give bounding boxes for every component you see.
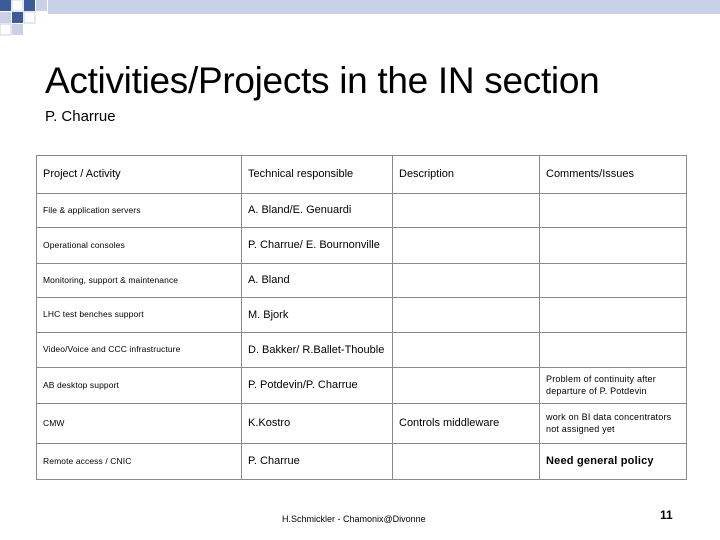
cell-description bbox=[393, 228, 540, 264]
cell-comments: work on BI data concentrators not assigned yet bbox=[540, 404, 687, 444]
table-row bbox=[37, 333, 687, 368]
cell-description bbox=[393, 264, 540, 298]
cell-comments: Need general policy bbox=[540, 444, 687, 480]
table-row bbox=[37, 404, 687, 444]
cell-responsible: A. Bland/E. Genuardi bbox=[242, 194, 393, 228]
header-description: Description bbox=[393, 156, 540, 194]
cell-comments bbox=[540, 228, 687, 264]
cell-description bbox=[393, 194, 540, 228]
cell-project: Video/Voice and CCC infrastructure bbox=[37, 333, 242, 368]
cell-project: AB desktop support bbox=[37, 368, 242, 404]
cell-description bbox=[393, 333, 540, 368]
cell-description bbox=[393, 444, 540, 480]
cell-comments bbox=[540, 333, 687, 368]
cell-project: Monitoring, support & maintenance bbox=[37, 264, 242, 298]
table-row bbox=[37, 444, 687, 480]
cell-project: LHC test benches support bbox=[37, 298, 242, 333]
cell-project: File & application servers bbox=[37, 194, 242, 228]
cell-comments: Problem of continuity after departure of P. Potdevin bbox=[540, 368, 687, 404]
slide-title: Activities/Projects in the IN section bbox=[45, 60, 600, 101]
table-row bbox=[37, 264, 687, 298]
table-row bbox=[37, 298, 687, 333]
cell-responsible: K.Kostro bbox=[242, 404, 393, 444]
activities-table bbox=[36, 155, 687, 480]
cell-project: Remote access / CNIC bbox=[37, 444, 242, 480]
cell-responsible: P. Charrue/ E. Bournonville bbox=[242, 228, 393, 264]
cell-responsible: A. Bland bbox=[242, 264, 393, 298]
page-number: 11 bbox=[660, 508, 673, 522]
cell-comments bbox=[540, 194, 687, 228]
corner-decoration bbox=[0, 0, 720, 40]
cell-comments bbox=[540, 264, 687, 298]
table-row bbox=[37, 194, 687, 228]
cell-responsible: P. Potdevin/P. Charrue bbox=[242, 368, 393, 404]
table-row bbox=[37, 228, 687, 264]
cell-responsible: M. Bjork bbox=[242, 298, 393, 333]
cell-project: Operational consoles bbox=[37, 228, 242, 264]
header-comments: Comments/Issues bbox=[540, 156, 687, 194]
cell-responsible: P. Charrue bbox=[242, 444, 393, 480]
table-header-row bbox=[37, 156, 687, 194]
cell-project: CMW bbox=[37, 404, 242, 444]
table-row bbox=[37, 368, 687, 404]
header-project: Project / Activity bbox=[37, 156, 242, 194]
slide-subtitle: P. Charrue bbox=[45, 108, 116, 125]
cell-description bbox=[393, 368, 540, 404]
header-responsible: Technical responsible bbox=[242, 156, 393, 194]
cell-description bbox=[393, 298, 540, 333]
cell-responsible: D. Bakker/ R.Ballet-Thouble bbox=[242, 333, 393, 368]
cell-description: Controls middleware bbox=[393, 404, 540, 444]
decoration-squares-graphic bbox=[0, 0, 720, 40]
cell-comments bbox=[540, 298, 687, 333]
slide-footer: H.Schmickler - Chamonix@Divonne bbox=[282, 514, 426, 524]
